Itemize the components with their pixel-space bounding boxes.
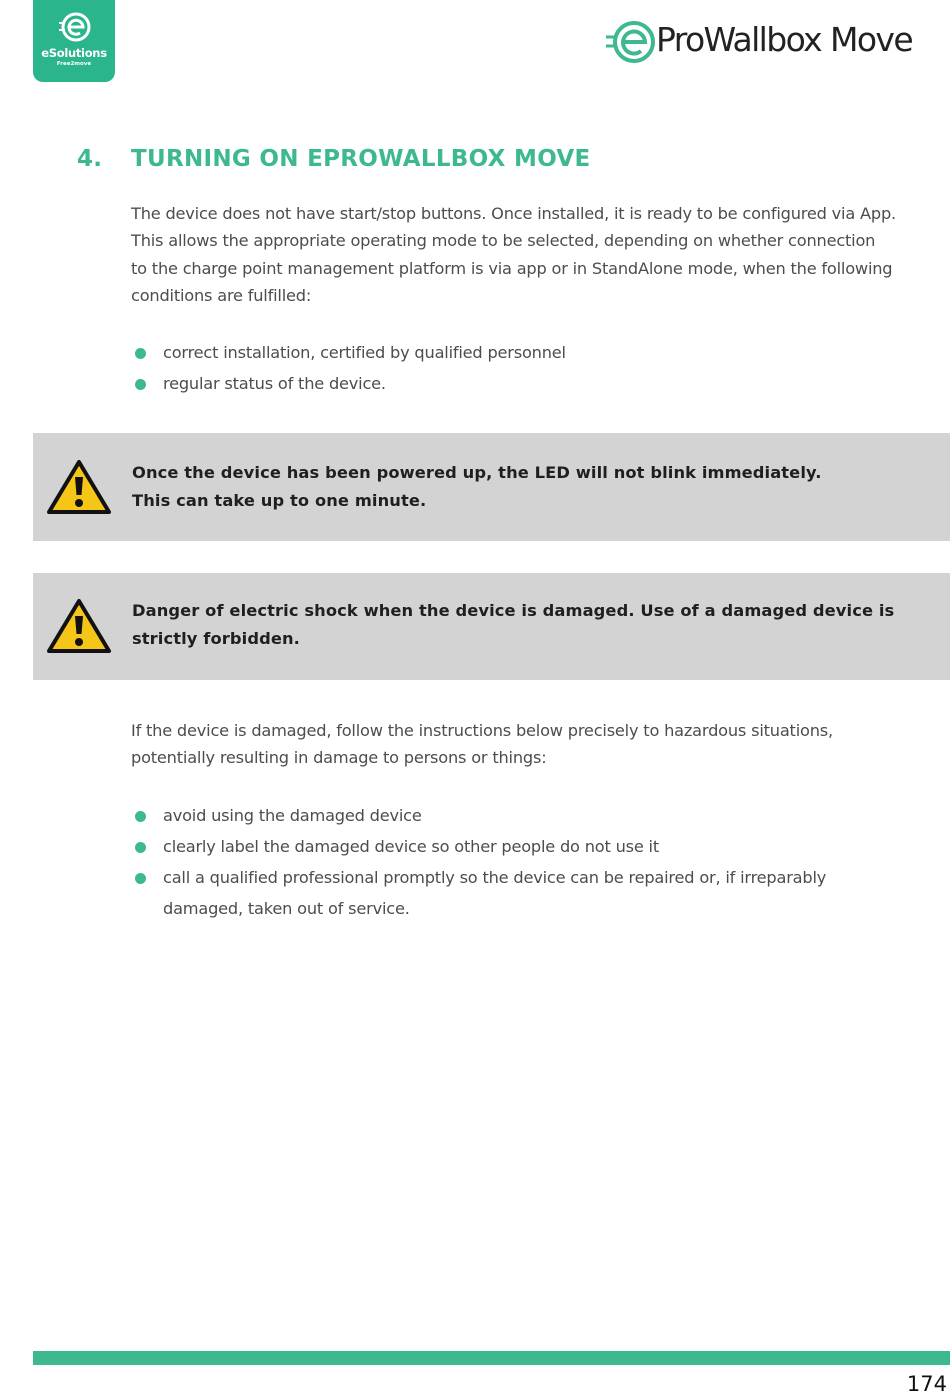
intro-line: This allows the appropriate operating mode to be selected, depending on whether connection (131, 231, 876, 251)
warning-triangle-icon (46, 459, 112, 515)
footer-bar (33, 1351, 950, 1365)
bullet-dot (135, 379, 146, 390)
section-number: 4. (77, 146, 103, 172)
logo-subtitle: Free2move (56, 61, 92, 67)
warning-box-led (33, 433, 950, 541)
list-item: regular status of the device. (131, 368, 911, 399)
warning-triangle-icon (46, 598, 112, 654)
esolutions-logo (33, 0, 115, 82)
page-number: 174 (906, 1372, 947, 1396)
damage-line: potentially resulting in damage to persons or things: (131, 748, 547, 768)
list-item: clearly label the damaged device so other people do not use it (131, 831, 911, 862)
prowallbox-logo (604, 18, 950, 66)
list-item: avoid using the damaged device (131, 800, 911, 831)
e-plug-icon (604, 18, 658, 66)
bullet-dot (135, 348, 146, 359)
intro-line: The device does not have start/stop buttons. Once installed, it is ready to be configured via App. (131, 204, 896, 223)
warning-message: Once the device has been powered up, the LED will not blink immediately. This can take up to one minute. (132, 463, 822, 510)
intro-line: to the charge point management platform is via app or in StandAlone mode, when the following (131, 258, 893, 278)
brand-name: ProWallbox Move (656, 20, 913, 59)
section-title: TURNING ON EPROWALLBOX MOVE (131, 146, 591, 172)
bullet-dot (135, 842, 146, 853)
e-plug-icon (56, 10, 92, 44)
bullet-dot (135, 873, 146, 884)
bullet-dot (135, 811, 146, 822)
warning-box-electric-shock (33, 573, 950, 680)
list-item: correct installation, certified by qualified personnel (131, 337, 911, 368)
intro-paragraph (131, 200, 946, 309)
damage-line: If the device is damaged, follow the instructions below precisely to hazardous situations, (131, 721, 833, 740)
conditions-list (131, 337, 911, 399)
damage-paragraph (131, 717, 946, 772)
warning-message: Danger of electric shock when the device is damaged. Use of a damaged device is strictly forbidden. (132, 601, 895, 648)
list-item: call a qualified professional promptly so the device can be repaired or, if irreparably damaged, taken out of service. (131, 862, 911, 924)
intro-line: conditions are fulfilled: (131, 285, 312, 305)
logo-name: eSolutions (41, 46, 107, 60)
damage-steps-list (131, 800, 911, 924)
